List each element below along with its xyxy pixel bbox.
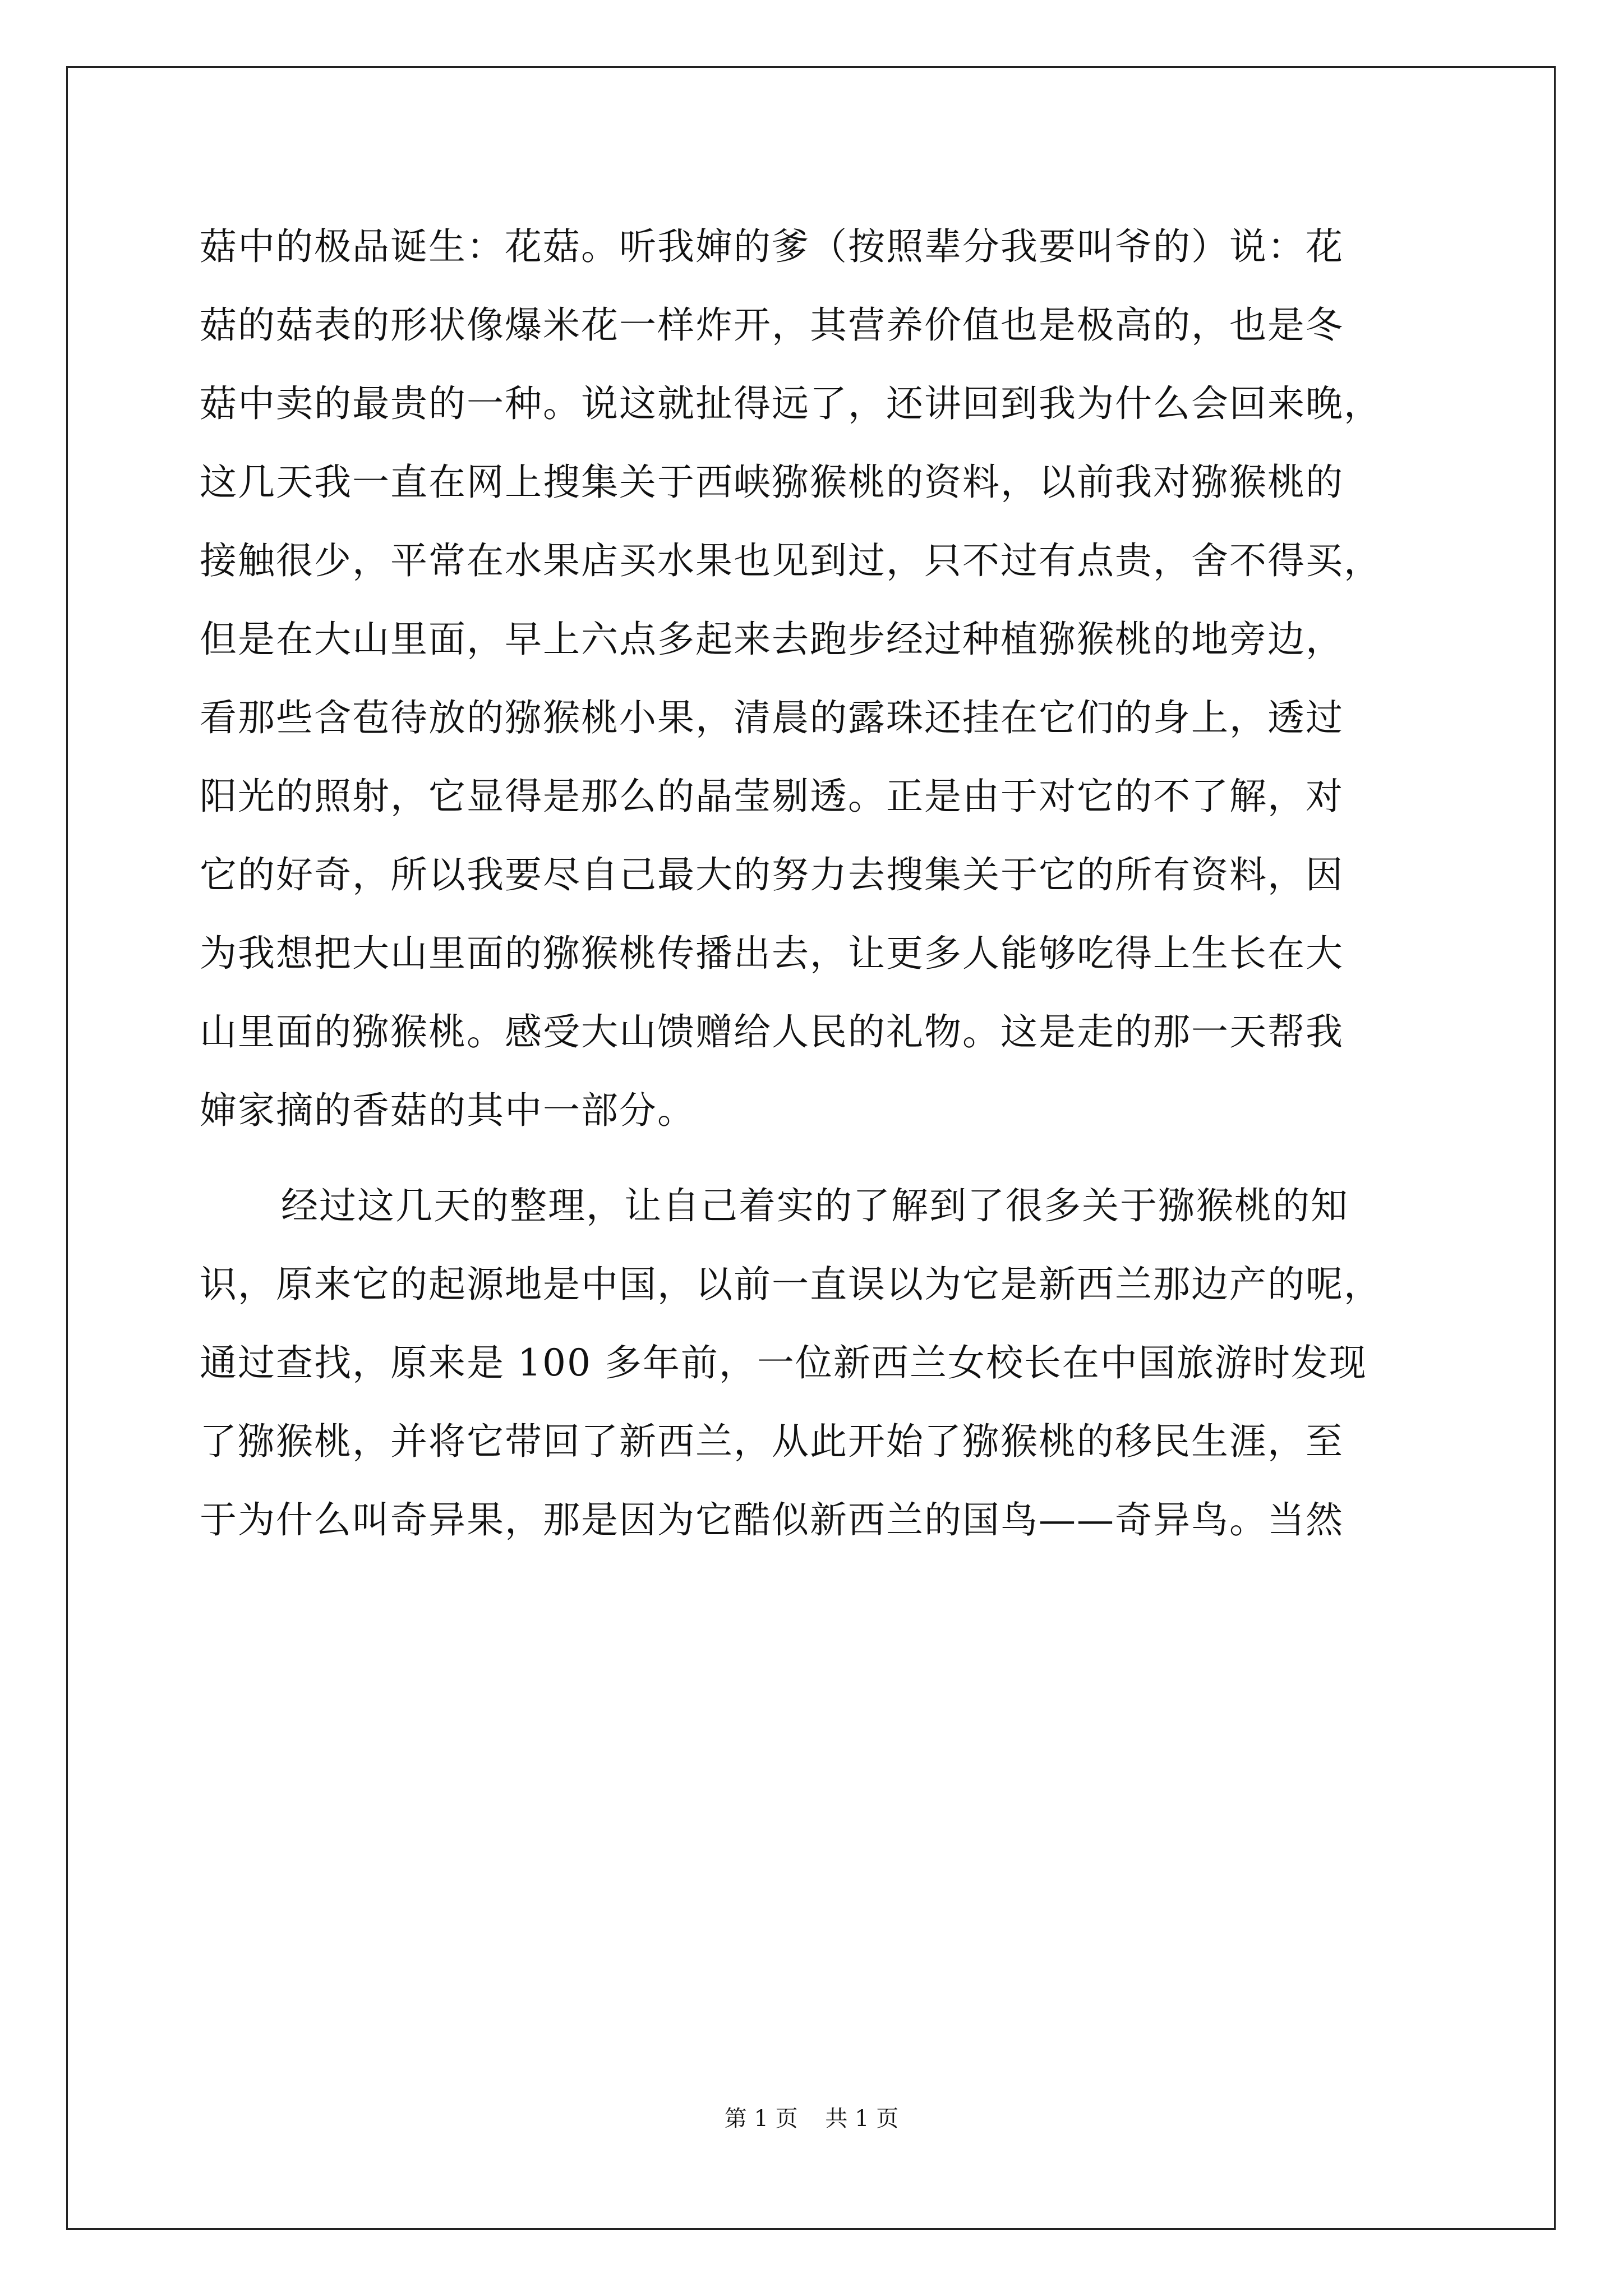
paragraph-1-line-8: 阳光的照射，它显得是那么的晶莹剔透。正是由于对它的不了解，对 [200,775,1344,818]
paragraph-1-line-7: 看那些含苞待放的猕猴桃小果，清晨的露珠还挂在它们的身上，透过 [200,696,1344,739]
paragraph-1-line-1: 菇中的极品诞生：花菇。听我婶的爹（按照辈分我要叫爷的）说：花 [200,225,1344,268]
page-total: 共 1 页 [825,2106,899,2132]
paragraph-2-line-5: 于为什么叫奇异果，那是因为它酷似新西兰的国鸟——奇异鸟。当然 [200,1498,1344,1542]
paragraph-1-line-11: 山里面的猕猴桃。感受大山馈赠给人民的礼物。这是走的那一天帮我 [200,1010,1344,1053]
paragraph-1-line-6: 但是在大山里面，早上六点多起来去跑步经过种植猕猴桃的地旁边， [200,618,1344,661]
paragraph-1-line-2: 菇的菇表的形状像爆米花一样炸开，其营养价值也是极高的，也是冬 [200,303,1344,347]
page-footer [0,2101,1623,2133]
paragraph-2-line-4: 了猕猴桃，并将它带回了新西兰，从此开始了猕猴桃的移民生涯，至 [200,1420,1344,1463]
paragraph-1-line-12: 婶家摘的香菇的其中一部分。 [200,1089,695,1132]
page-number: 第 1 页 [724,2106,798,2132]
document-body [200,208,1433,1559]
paragraph-2-line-1: 经过这几天的整理，让自己着实的了解到了很多关于猕猴桃的知 [281,1184,1349,1227]
paragraph-1-line-5: 接触很少，平常在水果店买水果也见到过，只不过有点贵，舍不得买， [200,539,1382,582]
paragraph-1-line-3: 菇中卖的最贵的一种。说这就扯得远了，还讲回到我为什么会回来晚， [200,382,1382,425]
paragraph-1-line-4: 这几天我一直在网上搜集关于西峡猕猴桃的资料，以前我对猕猴桃的 [200,461,1344,504]
paragraph-1-line-9: 它的好奇，所以我要尽自己最大的努力去搜集关于它的所有资料，因 [200,853,1344,896]
paragraph-2-line-3: 通过查找，原来是 100 多年前，一位新西兰女校长在中国旅游时发现 [200,1341,1367,1384]
paragraph-1-line-10: 为我想把大山里面的猕猴桃传播出去，让更多人能够吃得上生长在大 [200,932,1344,975]
paragraph-2-line-2: 识，原来它的起源地是中国，以前一直误以为它是新西兰那边产的呢， [200,1263,1382,1306]
